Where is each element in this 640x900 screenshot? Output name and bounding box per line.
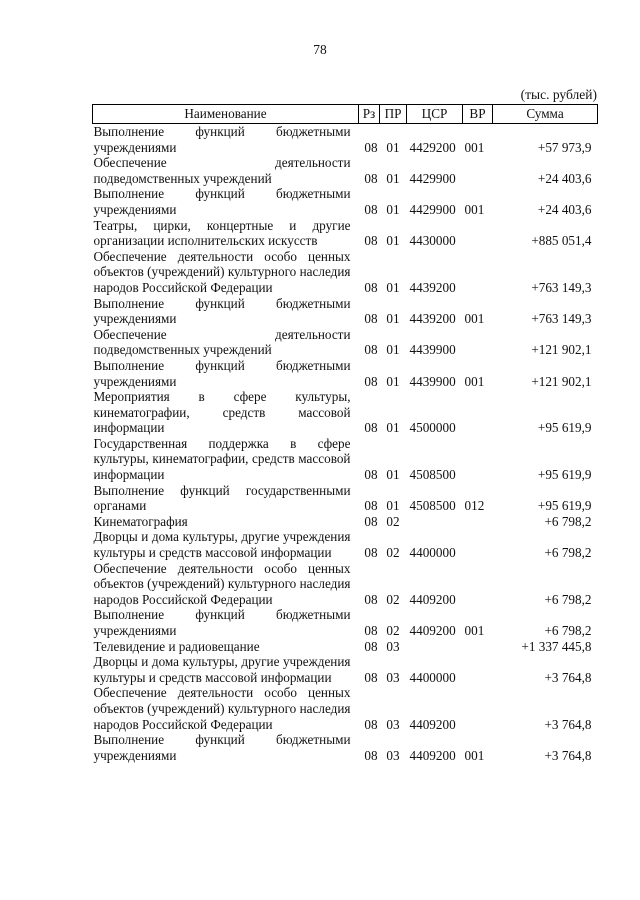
cell-name: Выполнение функций бюджетными учреждениями [93, 357, 351, 389]
table-row [93, 654, 598, 685]
cell-name: Выполнение функций бюджетными учреждениями [93, 186, 351, 217]
cell-sum: +6 798,2 [544, 623, 592, 638]
table-row [93, 436, 598, 483]
table-body [93, 124, 598, 764]
cell-name: Обеспечение деятельности особо ценных объектов (учреждений) культурного наследия народов Российской Федерации [93, 685, 351, 732]
cell-pr: 01 [386, 233, 400, 249]
cell-vr [463, 514, 493, 530]
cell-sum: +3 764,8 [544, 716, 592, 732]
cell-csr: 4409200 [409, 591, 456, 607]
cell-pr: 01 [386, 498, 400, 514]
cell-csr [407, 639, 463, 655]
cell-rz: 08 [364, 623, 378, 638]
cell-csr: 4439200 [409, 279, 456, 295]
cell-sum: +95 619,9 [537, 498, 592, 514]
table-row [93, 218, 598, 249]
cell-rz: 08 [364, 342, 378, 358]
table-row [93, 186, 598, 217]
header-pr: ПР [380, 105, 407, 124]
cell-name: Государственная поддержка в сфере культуры, кинематографии, средств массовой информации [93, 435, 351, 483]
cell-sum: +1 337 445,8 [521, 638, 592, 654]
cell-pr: 01 [386, 201, 400, 217]
cell-sum: +6 798,2 [544, 545, 592, 561]
cell-sum: +3 764,8 [544, 669, 592, 685]
cell-pr: 02 [386, 545, 400, 561]
cell-pr: 01 [386, 311, 400, 327]
page-number: 78 [313, 42, 327, 57]
cell-vr: 012 [464, 498, 485, 514]
cell-name: Театры, цирки, концертные и другие организации исполнительских искусств [93, 217, 351, 249]
cell-pr: 01 [386, 279, 400, 295]
table-row [93, 639, 598, 655]
table-row [93, 732, 598, 763]
cell-csr: 4508500 [409, 467, 456, 483]
cell-pr: 03 [386, 716, 400, 732]
cell-csr: 4500000 [409, 420, 456, 436]
table-row [93, 607, 598, 638]
cell-rz: 08 [364, 170, 378, 186]
cell-name: Дворцы и дома культуры, другие учреждения культуры и средств массовой информации [93, 529, 351, 561]
cell-name: Обеспечение деятельности подведомственных учреждений [93, 155, 351, 186]
table-row [93, 155, 598, 186]
cell-rz: 08 [364, 545, 378, 561]
cell-name: Обеспечение деятельности особо ценных объектов (учреждений) культурного наследия народов Российской Федерации [93, 560, 351, 607]
cell-rz: 08 [364, 201, 378, 217]
cell-pr: 01 [386, 373, 400, 389]
cell-rz: 08 [364, 498, 378, 514]
cell-rz: 08 [364, 467, 378, 483]
cell-vr: 001 [464, 201, 485, 217]
table-row [93, 358, 598, 389]
cell-vr [463, 389, 493, 436]
cell-sum: +6 798,2 [544, 513, 592, 529]
cell-csr: 4439900 [409, 373, 456, 389]
header-vr: ВР [463, 105, 493, 124]
cell-pr: 01 [386, 170, 400, 186]
table-row [93, 529, 598, 560]
cell-rz: 08 [364, 716, 378, 732]
header-name: Наименование [93, 105, 359, 124]
table-row [93, 685, 598, 732]
cell-csr: 4429200 [409, 139, 456, 155]
cell-csr: 4400000 [409, 669, 456, 685]
cell-sum: +24 403,6 [537, 201, 592, 217]
cell-rz: 08 [364, 669, 378, 685]
cell-pr: 01 [386, 342, 400, 358]
units-label: (тыс. рублей) [520, 87, 597, 102]
cell-csr: 4439900 [409, 342, 456, 358]
header-sum: Сумма [493, 105, 598, 124]
cell-csr: 4409200 [409, 716, 456, 732]
cell-rz: 08 [364, 747, 378, 763]
cell-csr: 4430000 [409, 233, 456, 249]
cell-name: Кинематография [93, 513, 188, 529]
cell-csr [407, 514, 463, 530]
cell-name: Мероприятия в сфере культуры, кинематографии, средств массовой информации [93, 389, 351, 436]
table-header [93, 105, 598, 124]
cell-rz: 08 [364, 420, 378, 436]
cell-vr: 001 [464, 139, 485, 155]
cell-csr: 4429900 [409, 201, 456, 217]
table-row [93, 327, 598, 358]
header-rz: Рз [359, 105, 380, 124]
cell-name: Выполнение функций бюджетными учреждениями [93, 124, 351, 155]
cell-pr: 03 [386, 669, 400, 685]
cell-sum: +885 051,4 [531, 233, 592, 249]
cell-name: Выполнение функций государственными органами [93, 482, 351, 514]
cell-vr [463, 639, 493, 655]
cell-vr [463, 561, 493, 608]
cell-pr: 02 [386, 623, 400, 638]
cell-csr: 4508500 [409, 498, 456, 514]
cell-rz: 08 [364, 311, 378, 327]
cell-vr: 001 [464, 311, 485, 327]
cell-pr: 02 [386, 513, 400, 529]
cell-sum: +95 619,9 [537, 467, 592, 483]
cell-vr [463, 155, 493, 186]
cell-sum: +763 149,3 [531, 279, 592, 295]
cell-pr: 01 [386, 420, 400, 436]
cell-sum: +121 902,1 [531, 373, 592, 389]
cell-rz: 08 [364, 279, 378, 295]
cell-rz: 08 [364, 513, 378, 529]
cell-vr [463, 654, 493, 685]
cell-pr: 02 [386, 591, 400, 607]
cell-sum: +121 902,1 [531, 342, 592, 358]
cell-rz: 08 [364, 373, 378, 389]
table-row [93, 514, 598, 530]
cell-vr: 001 [464, 623, 485, 638]
cell-pr: 03 [386, 638, 400, 654]
cell-csr: 4400000 [409, 545, 456, 561]
cell-csr: 4409200 [409, 747, 456, 763]
cell-name: Телевидение и радиовещание [93, 638, 260, 654]
cell-name: Выполнение функций бюджетными учреждениями [93, 295, 351, 327]
cell-vr [463, 327, 493, 358]
cell-vr: 001 [464, 747, 485, 763]
cell-csr: 4439200 [409, 311, 456, 327]
cell-sum: +763 149,3 [531, 311, 592, 327]
cell-sum: +57 973,9 [537, 139, 592, 155]
table-row [93, 124, 598, 156]
cell-name: Дворцы и дома культуры, другие учреждения культуры и средств массовой информации [93, 654, 351, 685]
cell-pr: 01 [386, 139, 400, 155]
cell-name: Обеспечение деятельности особо ценных объектов (учреждений) культурного наследия народов Российской Федерации [93, 248, 351, 295]
table-row [93, 249, 598, 296]
cell-rz: 08 [364, 638, 378, 654]
cell-pr: 01 [386, 467, 400, 483]
cell-name: Выполнение функций бюджетными учреждениями [93, 732, 351, 763]
cell-csr: 4429900 [409, 170, 456, 186]
table-row [93, 483, 598, 514]
header-csr: ЦСР [407, 105, 463, 124]
cell-csr: 4409200 [409, 623, 456, 638]
cell-sum: +3 764,8 [544, 747, 592, 763]
cell-sum: +6 798,2 [544, 591, 592, 607]
cell-vr [463, 685, 493, 732]
cell-vr [463, 218, 493, 249]
table-row [93, 389, 598, 436]
cell-vr [463, 249, 493, 296]
table-row [93, 296, 598, 327]
cell-sum: +24 403,6 [537, 170, 592, 186]
cell-rz: 08 [364, 233, 378, 249]
cell-sum: +95 619,9 [537, 420, 592, 436]
cell-pr: 03 [386, 747, 400, 763]
cell-name: Обеспечение деятельности подведомственных учреждений [93, 326, 351, 358]
cell-rz: 08 [364, 591, 378, 607]
cell-vr [463, 529, 493, 560]
budget-table [92, 104, 598, 763]
cell-name: Выполнение функций бюджетными учреждениями [93, 607, 351, 638]
cell-vr [463, 436, 493, 483]
cell-vr: 001 [464, 373, 485, 389]
cell-rz: 08 [364, 139, 378, 155]
table-row [93, 561, 598, 608]
